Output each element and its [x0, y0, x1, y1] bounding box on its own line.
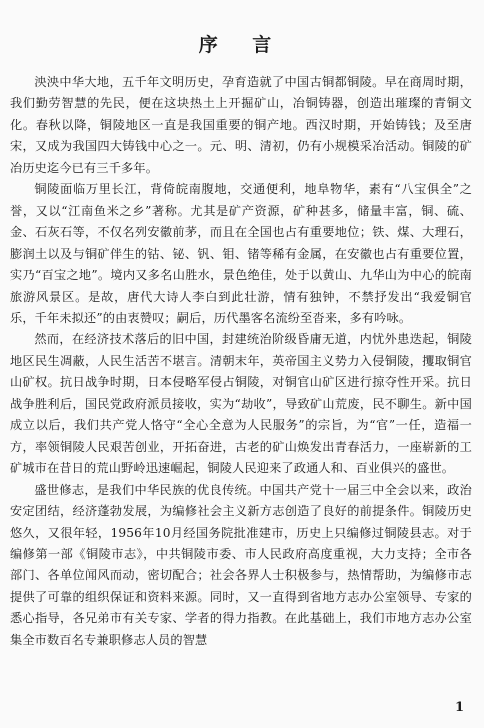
- paragraph-1: 泱泱中华大地，五千年文明历史，孕育造就了中国古铜都铜陵。早在商周时期，我们勤劳智慧的先民，便在这块热土上开掘矿山，冶铜铸器，创造出璀璨的青铜文化。春秋以降，铜陵地区一直是我国重要的铜产地。西汉时期，开始铸钱；及至唐宋，又成为我国四大铸钱中心之一。元、明、清初，仍有小规模采冶活动。铜陵的矿冶历史迄今已有三千多年。: [10, 75, 472, 175]
- paragraph-3: 然而，在经济技术落后的旧中国，封建统治阶级昏庸无道，内忧外患迭起，铜陵地区民生凋蔽，人民生活苦不堪言。清朝末年，英帝国主义势力入侵铜陵，攫取铜官山矿权。抗日战争时期，日本侵略军侵占铜陵，对铜官山矿区进行掠夺性开采。抗日战争胜利后，国民党政府派员接收，实为“劫收”，导致矿山荒废，民不聊生。新中国成立以后，我们共产党人恪守“全心全意为人民服务”的宗旨，为“官”一任，造福一方，率领铜陵人民艰苦创业，开拓奋进，古老的矿山焕发出青春活力，一座崭新的工矿城市在昔日的荒山野岭迅速崛起，铜陵人民迎来了政通人和、百业俱兴的盛世。: [10, 332, 472, 476]
- paragraph-2: 铜陵面临万里长江，背倚皖南腹地，交通便利，地阜物华，素有“八宝俱全”之誉，又以“江南鱼米之乡”著称。尤其是矿产资源，矿种甚多，储量丰富，铜、硫、金、石灰石等，不仅名列安徽前茅，而且在全国也占有重要地位；铁、煤、大理石，膨润土以及与铜矿伴生的钴、铋、钒、钼、锗等稀有金属，在安徽也占有重要位置，实乃“百宝之地”。境内又多名山胜水，景色绝佳，处于以黄山、九华山为中心的皖南旅游风景区。是故，唐代大诗人李白到此壮游，情有独钟，不禁抒发出“我爱铜官乐，千年未拟还”的由衷赞叹；嗣后，历代墨客名流纷至沓来，多有吟咏。: [10, 182, 472, 325]
- paragraph-4: 盛世修志，是我们中华民族的优良传统。中国共产党十一届三中全会以来，政治安定团结，经济蓬勃发展，为编修社会主义新方志创造了良好的前提条件。铜陵历史悠久，又很年轻，1956年10月经国务院批准建市，历史上只编修过铜陵县志。对于编修第一部《铜陵市志》，中共铜陵市委、市人民政府高度重视，大力支持；全市各部门、各单位闻风而动，密切配合；社会各界人士积极参与，热情帮助，为编修市志提供了可靠的组织保证和资料来源。同时，又一直得到省地方志办公室领导、专家的悉心指导，各兄弟市有关专家、学者的得力指教。在此基础上，我们市地方志办公室集全市数百名专兼职修志人员的智慧: [10, 482, 472, 647]
- preface-body: [10, 72, 472, 651]
- page-title: 序 言: [198, 34, 286, 56]
- page-number: 1: [454, 700, 464, 715]
